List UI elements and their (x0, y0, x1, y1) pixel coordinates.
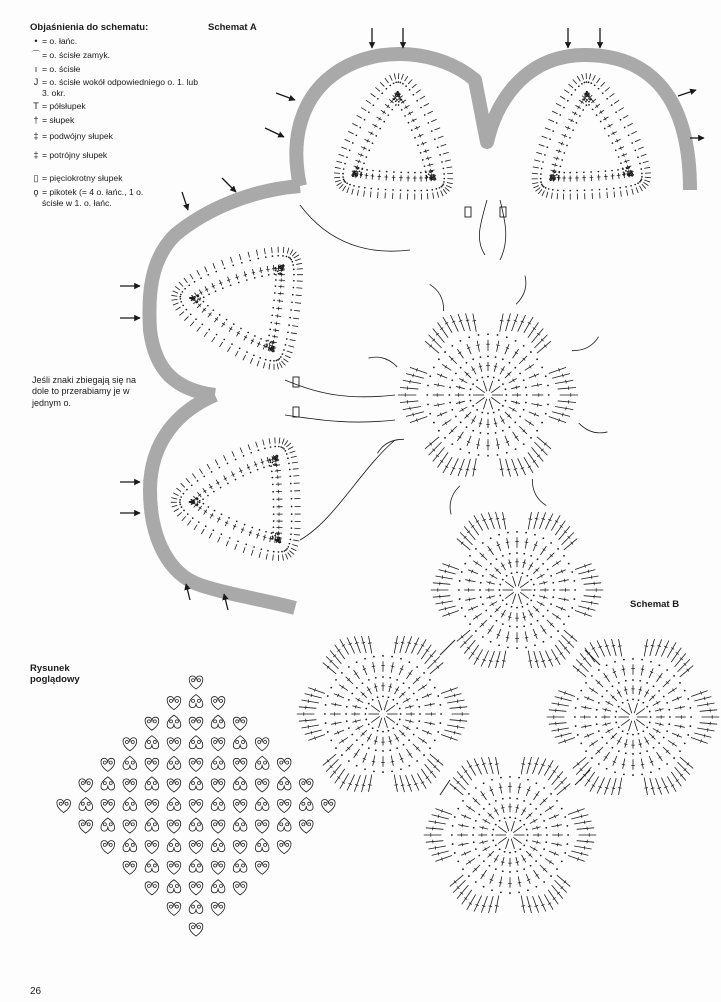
single-crochet-icon: ı (34, 63, 38, 74)
schemat-b-joins (440, 640, 600, 795)
legend-text: = podwójny słupek (42, 131, 113, 142)
half-double-icon: T (33, 101, 39, 112)
schemat-a-arrows (120, 28, 704, 610)
schemat-b-flower-left (297, 636, 469, 792)
rysunek-line-1: Rysunek (30, 663, 70, 674)
legend-text: = o. ścisłe zamyk. (42, 49, 111, 60)
schemat-a-label: Schemat A (208, 22, 257, 33)
rysunek-line-2: poglądowy (30, 674, 80, 686)
legend-text: = półsłupek (42, 101, 86, 112)
schemat-b-flower-right (547, 639, 719, 795)
slip-stitch-icon: ⌒ (31, 49, 41, 60)
legend-text: = pikotek (= 4 o. łańc., 1 o. ścisłe w 1. o. łańc. (42, 187, 144, 208)
schemat-b-label: Schemat B (630, 599, 680, 610)
double-crochet-icon: † (33, 115, 39, 126)
schemat-a-lobe-top-left (334, 73, 453, 200)
schemat-b-flower-top (431, 512, 603, 668)
legend-title: Objaśnienia do schematu: (30, 22, 149, 33)
legend-text: = o. ścisłe (42, 63, 81, 74)
schemat-a-lobe-bottom-left (171, 438, 301, 561)
schemat-a-center-flower (398, 313, 578, 476)
merge-note: Jeśli znaki zbiegają się na dole to przerabiamy je w jednym o. (32, 375, 137, 408)
hook-stitch-icon: J (33, 77, 39, 88)
legend-text: = o. ścisłe wokół odpowiedniego o. 1. lub 3. okr. (42, 77, 198, 98)
legend-text: = pięciokrotny słupek (42, 173, 123, 184)
treble-crochet-icon: ‡ (33, 131, 39, 142)
triple-treble-icon: ‡ (33, 150, 39, 161)
legend-text: = słupek (42, 115, 75, 126)
schemat-a-quintuple-blocks (293, 207, 506, 417)
schemat-a-border (149, 54, 690, 608)
quintuple-treble-icon: ▯ (33, 173, 39, 184)
legend-text: = potrójny słupek (42, 150, 108, 161)
picot-icon: ϙ (33, 187, 39, 198)
chain-stitch-icon: • (34, 35, 38, 46)
schemat-a-lobe-top-right (532, 73, 651, 200)
legend-text: = o. łańc. (42, 35, 78, 46)
schemat-a-lobe-mid-left (171, 247, 303, 370)
page-number: 26 (30, 986, 42, 997)
rysunek-heart-grid (57, 676, 335, 936)
